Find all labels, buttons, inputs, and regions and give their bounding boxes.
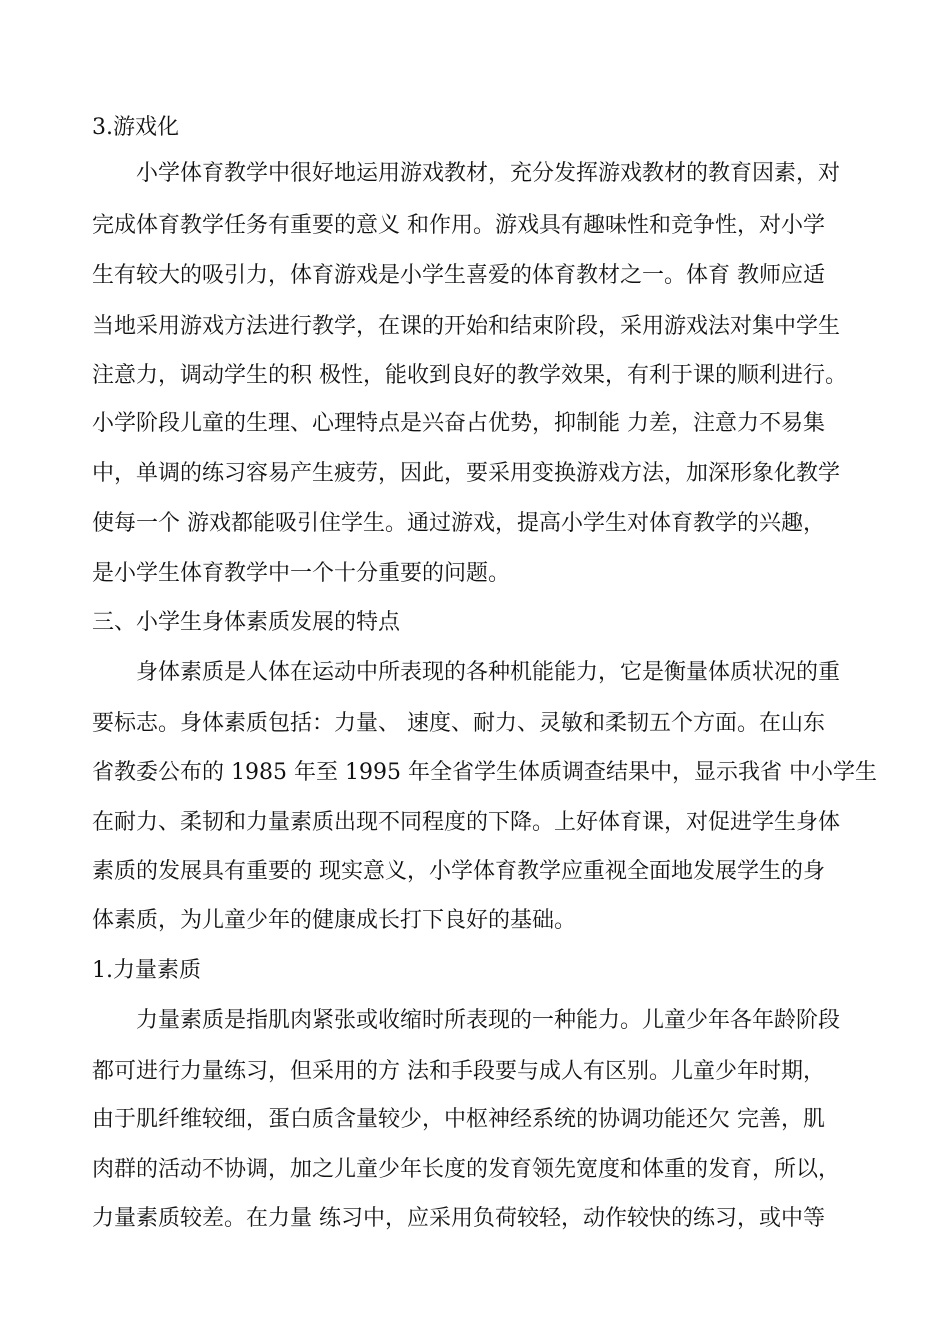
text-line: 都可进行力量练习，但采用的方 法和手段要与成人有区别。儿童少年时期，: [92, 1059, 825, 1084]
text-line: 是小学生体育教学中一个十分重要的问题。: [92, 561, 511, 586]
text-line: 小学阶段儿童的生理、心理特点是兴奋占优势，抑制能 力差，注意力不易集: [92, 411, 825, 436]
text-line: 在耐力、柔韧和力量素质出现不同程度的下降。上好体育课，对促进学生身体: [92, 810, 841, 835]
text-line: 身体素质是人体在运动中所表现的各种机能能力，它是衡量体质状况的重: [136, 660, 841, 685]
text-line: 素质的发展具有重要的 现实意义，小学体育教学应重视全面地发展学生的身: [92, 859, 825, 884]
heading-game-section: 3.游戏化: [92, 115, 179, 140]
text-line: 由于肌纤维较细，蛋白质含量较少，中枢神经系统的协调功能还欠 完善，肌: [92, 1107, 825, 1132]
text-line: 中，单调的练习容易产生疲劳，因此，要采用变换游戏方法，加深形象化教学: [92, 461, 841, 486]
text-line: 使每一个 游戏都能吸引住学生。通过游戏，提高小学生对体育教学的兴趣，: [92, 511, 825, 536]
text-line: 小学体育教学中很好地运用游戏教材，充分发挥游戏教材的教育因素，对: [136, 161, 841, 186]
text-line: 省教委公布的 1985 年至 1995 年全省学生体质调查结果中，显示我省 中小学生: [92, 760, 877, 785]
text-line: 当地采用游戏方法进行教学，在课的开始和结束阶段，采用游戏法对集中学生: [92, 314, 841, 339]
text-line: 体素质，为儿童少年的健康成长打下良好的基础。: [92, 908, 577, 933]
text-line: 力量素质较差。在力量 练习中，应采用负荷较轻，动作较快的练习，或中等: [92, 1206, 825, 1231]
text-line: 生有较大的吸引力，体育游戏是小学生喜爱的体育教材之一。体育 教师应适: [92, 263, 825, 288]
text-line: 力量素质是指肌肉紧张或收缩时所表现的一种能力。儿童少年各年龄阶段: [136, 1008, 841, 1033]
heading-physical-quality: 三、小学生身体素质发展的特点: [92, 610, 401, 635]
text-line: 要标志。身体素质包括：力量、 速度、耐力、灵敏和柔韧五个方面。在山东: [92, 711, 825, 736]
text-line: 肉群的活动不协调，加之儿童少年长度的发育领先宽度和体重的发育，所以，: [92, 1157, 841, 1182]
text-line: 注意力，调动学生的积 极性，能收到良好的教学效果，有利于课的顺利进行。: [92, 363, 847, 388]
heading-strength-quality: 1.力量素质: [92, 958, 201, 983]
text-line: 完成体育教学任务有重要的意义 和作用。游戏具有趣味性和竞争性，对小学: [92, 213, 825, 238]
